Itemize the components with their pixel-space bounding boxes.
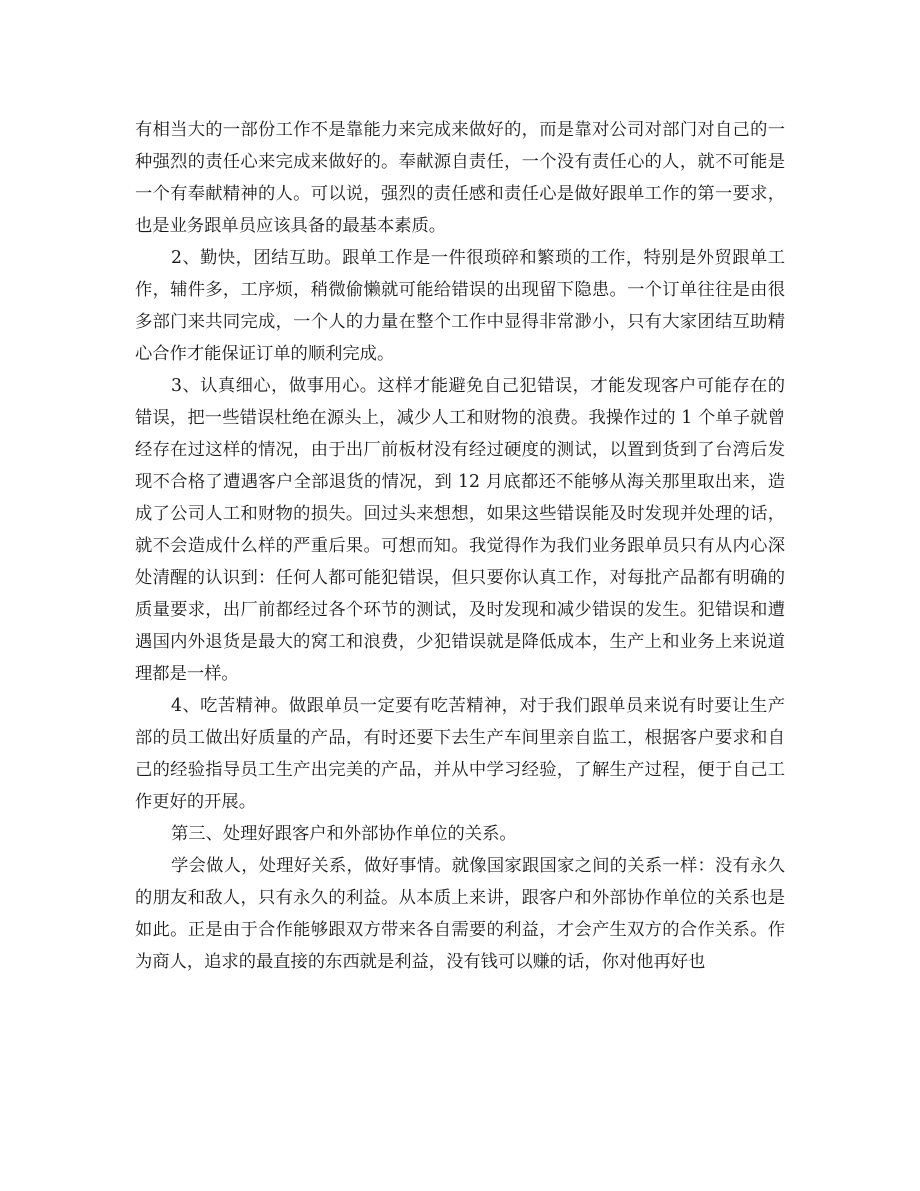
document-body — [135, 114, 785, 978]
section-heading-third: 第三、处理好跟客户和外部协作单位的关系。 — [171, 824, 517, 844]
paragraph-responsibility: 有相当大的一部份工作不是靠能力来完成来做好的，而是靠对公司对部门对自己的一种强烈的责任心来完成来做好的。奉献源自责任，一个没有责任心的人，就不可能是一个有奉献精神的人。可以说，强烈的责任感和责任心是做好跟单工作的第一要求，也是业务跟单员应该具备的最基本素质。 — [135, 120, 785, 236]
paragraph-relationships: 学会做人，处理好关系，做好事情。就像国家跟国家之间的关系一样：没有永久的朋友和敌人，只有永久的利益。从本质上来讲，跟客户和外部协作单位的关系也是如此。正是由于合作能够跟双方带来各自需要的利益，才会产生双方的合作关系。作为商人，追求的最直接的东西就是利益，没有钱可以赚的话，你对他再好也 — [135, 856, 785, 972]
paragraph-careful-attentive: 3、认真细心，做事用心。这样才能避免自己犯错误，才能发现客户可能存在的错误，把一些错误杜绝在源头上，减少人工和财物的浪费。我操作过的 1 个单子就曾经存在过这样的情况，由于出厂前板材没有经过硬度的测试，以置到货到了台湾后发现不合格了遭遇客户全部退货的情况，到 12 月底都还不能够从海关那里取出来，造成了公司人工和财物的损失。回过头来想想，如果这些错误能及时发现并处理的话，就不会造成什么样的严重后果。可想而知。我觉得作为我们业务跟单员只有从内心深处清醒的认识到：任何人都可能犯错误，但只要你认真工作，对每批产品都有明确的质量要求，出厂前都经过各个环节的测试，及时发现和减少错误的发生。犯错误和遭遇国内外退货是最大的窝工和浪费，少犯错误就是降低成本，生产上和业务上来说道理都是一样。 — [135, 376, 785, 684]
paragraph-diligence-teamwork: 2、勤快，团结互助。跟单工作是一件很琐碎和繁琐的工作，特别是外贸跟单工作，辅件多，工序烦，稍微偷懒就可能给错误的出现留下隐患。一个订单往往是由很多部门来共同完成，一个人的力量在整个工作中显得非常渺小，只有大家团结互助精心合作才能保证订单的顺利完成。 — [135, 248, 785, 364]
paragraph-hardship-spirit: 4、吃苦精神。做跟单员一定要有吃苦精神，对于我们跟单员来说有时要让生产部的员工做出好质量的产品，有时还要下去生产车间里亲自监工，根据客户要求和自己的经验指导员工生产出完美的产品，并从中学习经验，了解生产过程，便于自己工作更好的开展。 — [135, 696, 785, 812]
